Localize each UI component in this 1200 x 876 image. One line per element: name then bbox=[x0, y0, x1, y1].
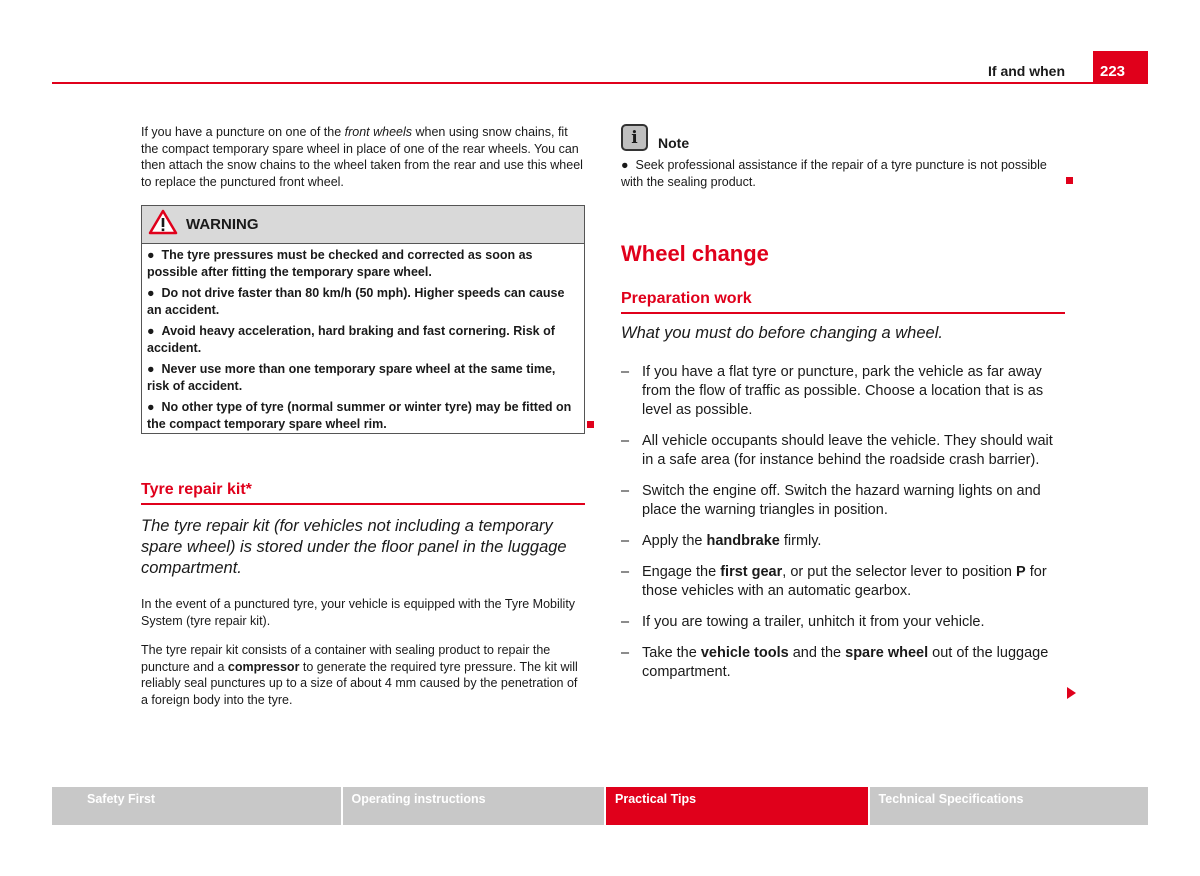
info-icon: i bbox=[621, 124, 648, 151]
list-item: – Apply the handbrake firmly. bbox=[621, 533, 822, 549]
warning-item: ● Do not drive faster than 80 km/h (50 mph). Higher speeds can cause an accident. bbox=[147, 286, 565, 317]
step-text: Switch the engine off. Switch the hazard warning lights on and place the warning triangles in position. bbox=[642, 483, 1041, 518]
preparation-intro: What you must do before changing a wheel. bbox=[621, 324, 943, 342]
step-text: out of the luggage compartment. bbox=[642, 645, 1049, 680]
header-title: If and when bbox=[988, 63, 1065, 79]
text-run-italic: front wheels bbox=[344, 125, 413, 139]
text-run: If you have a puncture on one of the bbox=[141, 125, 345, 139]
section-title-repair-kit: Tyre repair kit* bbox=[141, 481, 585, 505]
end-marker bbox=[1066, 177, 1073, 184]
list-item: – Engage the first gear, or put the selector lever to position P for those vehicles with an automatic gearbox. bbox=[621, 564, 1047, 599]
continue-arrow-icon bbox=[1067, 687, 1076, 699]
repair-kit-intro: The tyre repair kit (for vehicles not including a temporary spare wheel) is stored under the floor panel in the luggage compartment. bbox=[141, 517, 567, 577]
tab-practical-tips[interactable]: Practical Tips bbox=[606, 787, 868, 825]
snow-chain-paragraph bbox=[141, 124, 585, 190]
step-text: and the bbox=[788, 645, 846, 661]
warning-label: WARNING bbox=[186, 216, 259, 233]
page-number: 223 bbox=[1093, 51, 1148, 84]
text-run: when using snow chains, fit the compact temporary spare wheel in place of one of the rear wheels. You can then attach the snow chains to the wheel taken from the rear and use this wheel to replace the punctured front wheel. bbox=[141, 125, 583, 189]
warning-item-text: No other type of tyre (normal summer or winter tyre) may be fitted on the compact temporary spare wheel rim. bbox=[147, 400, 572, 431]
warning-item-text: Never use more than one temporary spare wheel at the same time, risk of accident. bbox=[147, 362, 556, 393]
step-text-bold: spare wheel bbox=[845, 645, 929, 661]
step-text: for those vehicles with an automatic gearbox. bbox=[642, 564, 1047, 599]
warning-item-text: Do not drive faster than 80 km/h (50 mph). Higher speeds can cause an accident. bbox=[147, 286, 565, 317]
warning-item: ● The tyre pressures must be checked and corrected as soon as possible after fitting the temporary spare wheel. bbox=[147, 248, 533, 279]
step-text-bold: handbrake bbox=[706, 533, 780, 549]
warning-box bbox=[141, 205, 585, 434]
list-item: – All vehicle occupants should leave the vehicle. They should wait in a safe area (for instance behind the roadside crash barrier). bbox=[621, 433, 1053, 468]
step-text: Apply the bbox=[642, 533, 707, 549]
repair-kit-para-1: In the event of a punctured tyre, your vehicle is equipped with the Tyre Mobility System (tyre repair kit). bbox=[141, 597, 576, 628]
list-item: – If you have a flat tyre or puncture, park the vehicle as far away from the flow of traffic as possible. Choose a location that is as level as possible. bbox=[621, 364, 1044, 418]
page-title: Wheel change bbox=[621, 241, 769, 266]
step-text: , or put the selector lever to position bbox=[782, 564, 1017, 580]
note-header bbox=[621, 124, 1065, 151]
warning-header bbox=[142, 206, 584, 244]
step-text-bold: P bbox=[1016, 564, 1026, 580]
footer-nav bbox=[52, 787, 1148, 825]
step-text: If you are towing a trailer, unhitch it from your vehicle. bbox=[642, 614, 985, 630]
section-title-preparation: Preparation work bbox=[621, 290, 1065, 314]
preparation-steps bbox=[621, 363, 1065, 682]
warning-item-text: Avoid heavy acceleration, hard braking and fast cornering. Risk of accident. bbox=[147, 324, 555, 355]
tab-technical-specifications[interactable]: Technical Specifications bbox=[870, 787, 1148, 825]
step-text: firmly. bbox=[779, 533, 822, 549]
warning-item: ● Never use more than one temporary spare wheel at the same time, risk of accident. bbox=[147, 362, 556, 393]
repair-kit-section bbox=[141, 481, 585, 708]
left-column bbox=[141, 124, 585, 190]
step-text: If you have a flat tyre or puncture, park the vehicle as far away from the flow of traffic as possible. Choose a location that is as level as possible. bbox=[642, 364, 1044, 418]
tab-operating-instructions[interactable]: Operating instructions bbox=[343, 787, 605, 825]
step-text-bold: first gear bbox=[720, 564, 783, 580]
note-text: ● Seek professional assistance if the repair of a tyre puncture is not possible with the sealing product. bbox=[621, 158, 1047, 189]
warning-item: ● Avoid heavy acceleration, hard braking and fast cornering. Risk of accident. bbox=[147, 324, 555, 355]
end-marker bbox=[587, 421, 594, 428]
warning-item: ● No other type of tyre (normal summer or winter tyre) may be fitted on the compact temporary spare wheel rim. bbox=[147, 400, 572, 431]
note-label: Note bbox=[658, 134, 690, 151]
warning-list bbox=[142, 244, 584, 432]
step-text: Engage the bbox=[642, 564, 721, 580]
list-item: – If you are towing a trailer, unhitch it from your vehicle. bbox=[621, 614, 985, 630]
text-run: to generate the required tyre pressure. The kit will reliably seal punctures up to a size of about 4 mm caused by the penetration of a foreign body into the tyre. bbox=[141, 659, 578, 707]
step-text: Take the bbox=[642, 645, 701, 661]
list-item: – Switch the engine off. Switch the hazard warning lights on and place the warning triangles in position. bbox=[621, 483, 1041, 518]
warning-triangle-icon bbox=[148, 209, 178, 240]
note-text-content: Seek professional assistance if the repair of a tyre puncture is not possible with the sealing product. bbox=[621, 158, 1047, 189]
text-run-bold: compressor bbox=[227, 659, 300, 674]
step-text: All vehicle occupants should leave the vehicle. They should wait in a safe area (for instance behind the roadside crash barrier). bbox=[642, 433, 1053, 468]
right-column bbox=[621, 124, 1065, 190]
list-item: – Take the vehicle tools and the spare wheel out of the luggage compartment. bbox=[621, 645, 1049, 680]
wheel-change-section bbox=[621, 241, 1065, 694]
text-run: The tyre repair kit consists of a container with sealing product to repair the puncture and a bbox=[141, 643, 551, 674]
warning-item-text: The tyre pressures must be checked and corrected as soon as possible after fitting the temporary spare wheel. bbox=[147, 248, 533, 279]
header-rule bbox=[52, 82, 1148, 84]
repair-kit-para-2 bbox=[141, 642, 585, 708]
tab-safety-first[interactable]: Safety First bbox=[52, 787, 341, 825]
step-text-bold: vehicle tools bbox=[700, 645, 789, 661]
